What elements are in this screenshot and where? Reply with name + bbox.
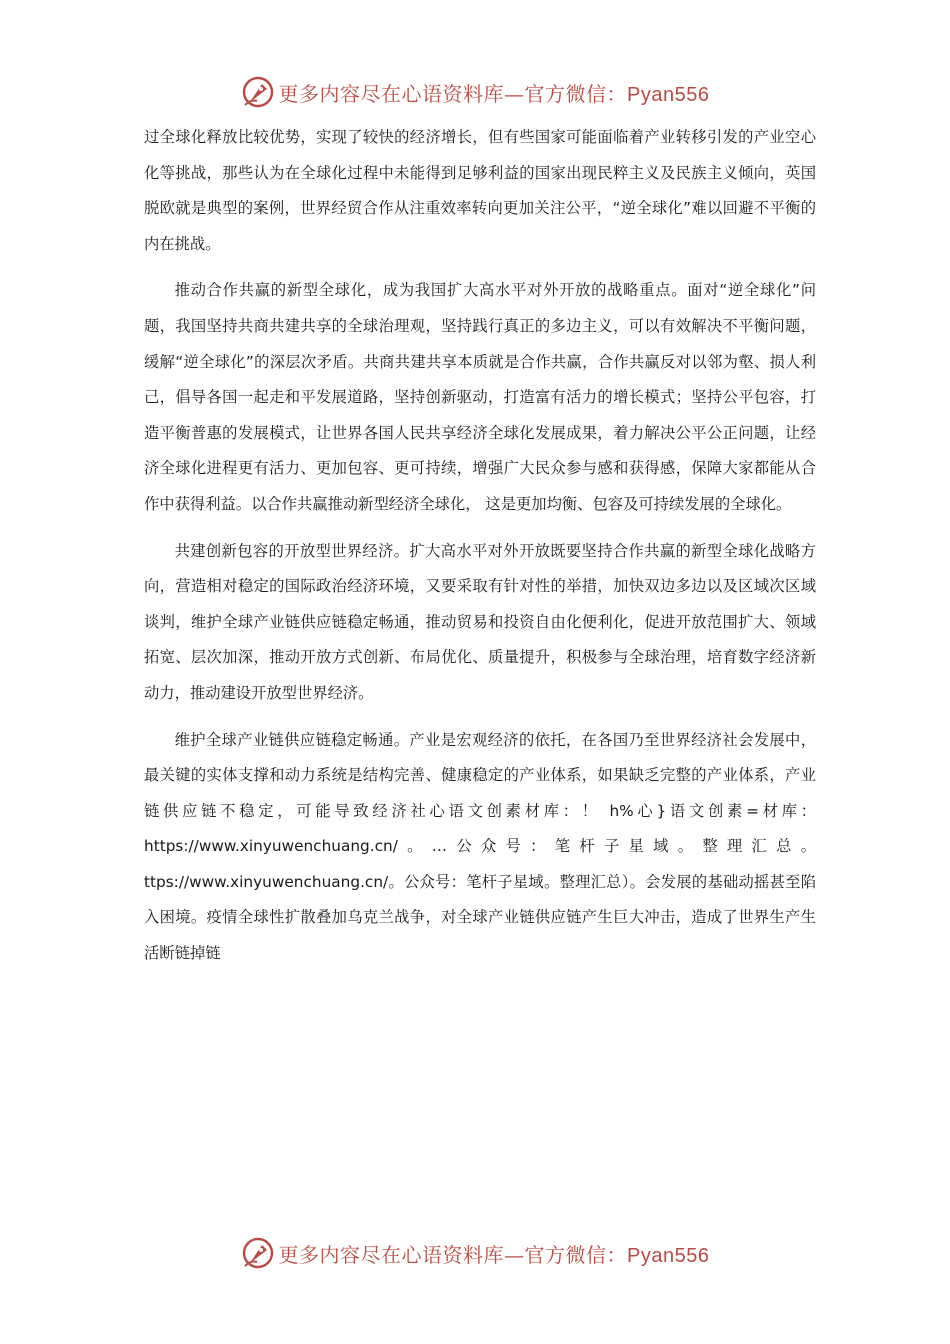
paragraph-2: 推动合作共赢的新型全球化，成为我国扩大高水平对外开放的战略重点。面对“逆全球化”问题，我国坚持共商共建共享的全球治理观，坚持践行真正的多边主义，可以有效解决不平衡问题，缓解“逆全球化”的深层次矛盾。共商共建共享本质就是合作共赢，合作共赢反对以邻为壑、损人利己，倡导各国一起走和平发展道路，坚持创新驱动，打造富有活力的增长模式；坚持公平包容，打造平衡普惠的发展模式，让世界各国人民共享经济全球化发展成果，着力解决公平公正问题，让经济全球化进程更有活力、更加包容、更可持续，增强广大民众参与感和获得感，保障大家都能从合作中获得利益。以合作共赢推动新型经济全球化， 这是更加均衡、包容及可持续发展的全球化。	[144, 281, 816, 513]
footer-wechat-id: Pyan556	[627, 1244, 710, 1267]
footer-wechat-label: 官方微信：	[524, 1242, 628, 1267]
footer-separator: —	[504, 1242, 525, 1267]
paragraph-1: 过全球化释放比较优势，实现了较快的经济增长，但有些国家可能面临着产业转移引发的产业空心化等挑战，那些认为在全球化过程中未能得到足够利益的国家出现民粹主义及民族主义倾向，英国脱欧就是典型的案例，世界经贸合作从注重效率转向更加关注公平，“逆全球化”难以回避不平衡的内在挑战。	[144, 128, 816, 253]
pen-nib-logo-icon	[241, 1236, 275, 1270]
header-brand-text: 更多内容尽在心语资料库	[278, 81, 505, 106]
footer-banner	[0, 1233, 950, 1273]
paragraph-3: 共建创新包容的开放型世界经济。扩大高水平对外开放既要坚持合作共赢的新型全球化战略方向，营造相对稳定的国际政治经济环境，又要采取有针对性的举措，加快双边多边以及区域次区域谈判，维护全球产业链供应链稳定畅通，推动贸易和投资自由化便利化，促进开放范围扩大、领域拓宽、层次加深，推动开放方式创新、布局优化、质量提升，积极参与全球治理，培育数字经济新动力，推动建设开放型世界经济。	[144, 541, 816, 702]
header-wechat-label: 官方微信：	[524, 81, 628, 106]
footer-brand-text: 更多内容尽在心语资料库	[278, 1242, 505, 1267]
pen-nib-logo-icon	[241, 75, 275, 109]
header-wechat-id: Pyan556	[627, 83, 710, 106]
header-banner	[0, 72, 950, 112]
footer-text	[279, 1239, 710, 1268]
paragraph-4: 维护全球产业链供应链稳定畅通。产业是宏观经济的依托，在各国乃至世界经济社会发展中，最关键的实体支撑和动力系统是结构完善、健康稳定的产业体系，如果缺乏完整的产业体系，产业链供应链不稳定，可能导致经济社心语文创素材库：！ h%心}语文创素=材库：https://www.xinyuwenchuang.cn/。…公众号：笔杆子星域。整理汇总。ttps://www.xinyuwenchuang.cn/。公众号：笔杆子星域。整理汇总）。会发展的基础动摇甚至陷入困境。疫情全球性扩散叠加乌克兰战争，对全球产业链供应链产生巨大冲击，造成了世界生产生活断链掉链	[144, 730, 816, 963]
document-body	[144, 120, 816, 983]
header-text	[279, 78, 710, 107]
header-separator: —	[504, 81, 525, 106]
